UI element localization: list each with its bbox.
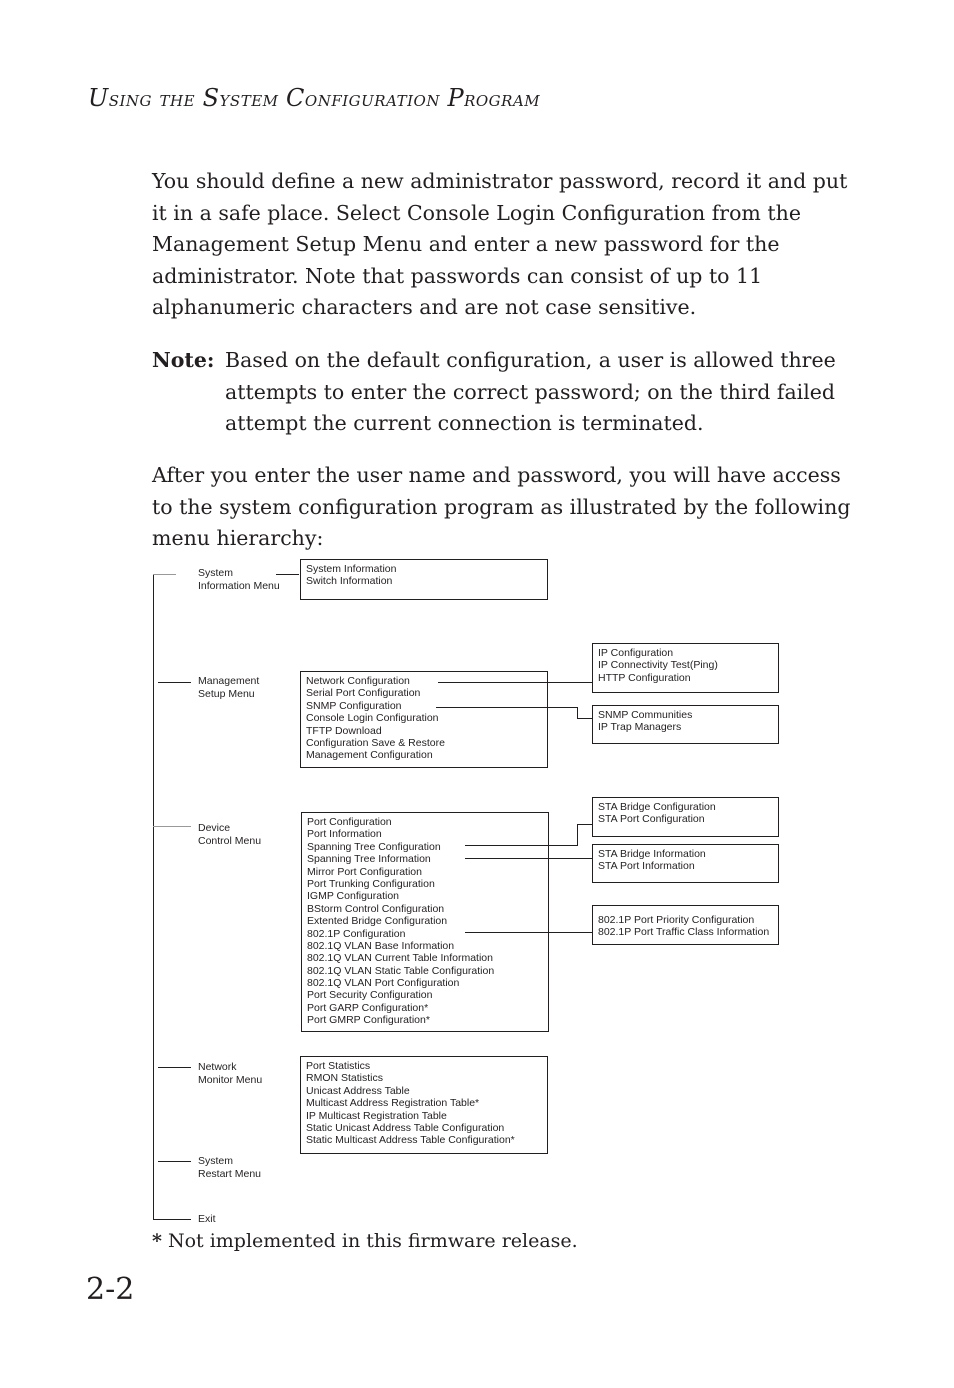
menu-label-line: System bbox=[198, 567, 234, 579]
box-item: TFTP Download bbox=[306, 724, 382, 737]
box-item: Serial Port Configuration bbox=[306, 687, 421, 700]
box-item: BStorm Control Configuration bbox=[307, 902, 445, 915]
box-item: 802.1P Port Traffic Class Information bbox=[598, 926, 770, 939]
box-item: Port Configuration bbox=[307, 816, 392, 828]
menu-label-line: Control Menu bbox=[198, 834, 262, 847]
box-item: Static Multicast Address Table Configuration* bbox=[306, 1134, 515, 1147]
footnote-asterisk: * bbox=[152, 1230, 162, 1252]
page-number: 2-2 bbox=[86, 1272, 135, 1307]
box-snmp-configuration bbox=[592, 705, 779, 744]
box-device-control bbox=[301, 812, 549, 1032]
box-item: Network Configuration bbox=[306, 675, 410, 687]
box-network-monitor bbox=[300, 1056, 548, 1154]
menu-label-line: Management bbox=[198, 675, 260, 687]
box-item: Unicast Address Table bbox=[306, 1084, 410, 1097]
box-item: Spanning Tree Information bbox=[307, 853, 431, 866]
menu-label-line: Setup Menu bbox=[198, 687, 255, 700]
box-item: Port Information bbox=[307, 828, 382, 841]
box-management-setup bbox=[300, 671, 548, 768]
box-item: Port Statistics bbox=[306, 1060, 371, 1072]
box-item: Mirror Port Configuration bbox=[307, 865, 422, 878]
menu-device-control bbox=[198, 822, 261, 847]
box-item: IP Multicast Registration Table bbox=[306, 1109, 447, 1122]
box-item: Spanning Tree Configuration bbox=[307, 840, 441, 853]
note-text: Based on the default configuration, a user is allowed three attempts to enter the correct password; on the third failed attempt the current connection is terminated. bbox=[225, 348, 836, 435]
box-item: Port GARP Configuration* bbox=[307, 1001, 429, 1014]
box-item: Port Trunking Configuration bbox=[307, 877, 435, 890]
menu-label-line: System bbox=[198, 1155, 234, 1167]
footnote bbox=[152, 1230, 578, 1252]
box-item: Management Configuration bbox=[306, 749, 433, 762]
box-item: Multicast Address Registration Table* bbox=[306, 1097, 480, 1110]
header-part: ystem bbox=[219, 87, 287, 112]
box-system-information bbox=[300, 559, 548, 600]
header-part: rogram bbox=[464, 87, 541, 112]
header-initial: C bbox=[286, 84, 305, 112]
box-item: STA Port Configuration bbox=[598, 813, 705, 826]
menu-label-line: Device bbox=[198, 822, 231, 834]
header-part: onfiguration bbox=[304, 87, 448, 112]
box-item: HTTP Configuration bbox=[598, 671, 691, 684]
paragraph-password: You should define a new administrator password, record it and put it in a safe place. Select Console Login Configuration from the Management Setup Menu and enter a new password for the administrator. Note that passwords can consist of up to 11 alphanumeric characters and are not case sensitive. bbox=[152, 169, 848, 319]
box-item: STA Port Information bbox=[598, 860, 695, 873]
paragraph-hierarchy: After you enter the user name and password, you will have access to the system configuration program as illustrated by the following menu hierarchy: bbox=[152, 463, 851, 550]
box-item: IGMP Configuration bbox=[307, 890, 400, 903]
box-item: RMON Statistics bbox=[306, 1072, 384, 1085]
header-part: sing the bbox=[108, 87, 203, 112]
box-item: Port GMRP Configuration* bbox=[307, 1014, 430, 1027]
box-item: 802.1P Port Priority Configuration bbox=[598, 914, 755, 926]
box-item: IP Connectivity Test(Ping) bbox=[598, 659, 718, 672]
box-item: SNMP Configuration bbox=[306, 699, 402, 712]
box-item: Configuration Save & Restore bbox=[306, 736, 445, 749]
menu-label-line: Network bbox=[198, 1061, 237, 1073]
box-item: 802.1Q VLAN Current Table Information bbox=[307, 952, 493, 965]
menu-system-restart bbox=[198, 1155, 261, 1180]
box-item: 802.1P Configuration bbox=[307, 927, 406, 940]
box-network-configuration bbox=[592, 643, 779, 693]
box-item: 802.1Q VLAN Port Configuration bbox=[307, 977, 460, 990]
menu-label-line: Restart Menu bbox=[198, 1167, 262, 1180]
box-item: IP Configuration bbox=[598, 647, 674, 659]
header-initial: S bbox=[202, 84, 220, 112]
box-8021p-configuration bbox=[592, 905, 779, 945]
box-item: Switch Information bbox=[306, 575, 393, 588]
box-item: STA Bridge Information bbox=[598, 848, 706, 860]
header-initial: U bbox=[88, 84, 109, 112]
footnote-text: Not implemented in this firmware release. bbox=[161, 1230, 578, 1252]
box-sta-information bbox=[592, 844, 779, 883]
box-item: SNMP Communities bbox=[598, 709, 693, 721]
box-item: IP Trap Managers bbox=[598, 721, 682, 734]
menu-label-line: Information Menu bbox=[198, 579, 280, 592]
box-item: 802.1Q VLAN Base Information bbox=[307, 939, 455, 952]
menu-label-line: Exit bbox=[198, 1213, 216, 1225]
box-item: STA Bridge Configuration bbox=[598, 801, 716, 813]
box-item: 802.1Q VLAN Static Table Configuration bbox=[307, 964, 495, 977]
menu-system-information bbox=[198, 567, 280, 592]
box-item: Extented Bridge Configuration bbox=[307, 915, 448, 928]
box-item: Static Unicast Address Table Configuration bbox=[306, 1121, 505, 1134]
box-sta-configuration bbox=[592, 797, 779, 837]
menu-network-monitor bbox=[198, 1061, 262, 1086]
box-item: System Information bbox=[306, 563, 397, 575]
menu-management-setup bbox=[198, 675, 259, 700]
menu-exit bbox=[198, 1213, 216, 1226]
header-initial: P bbox=[447, 84, 465, 112]
box-item: Port Security Configuration bbox=[307, 989, 433, 1002]
note-label: Note: bbox=[152, 348, 215, 372]
menu-label-line: Monitor Menu bbox=[198, 1073, 263, 1086]
box-item: Console Login Configuration bbox=[306, 712, 439, 725]
